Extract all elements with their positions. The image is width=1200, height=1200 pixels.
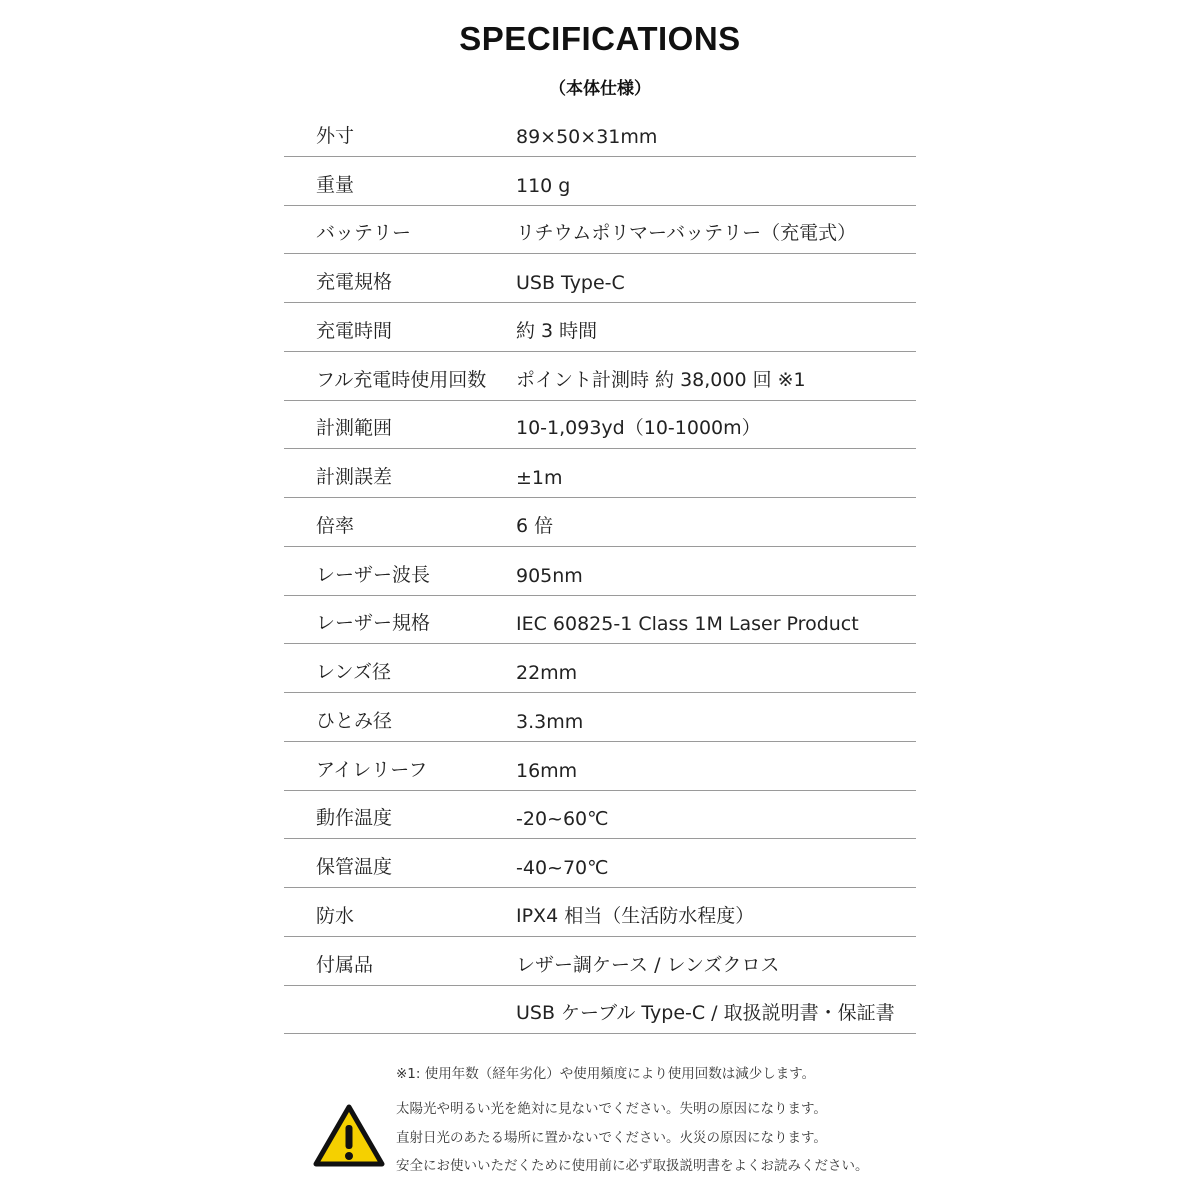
spec-label: バッテリー: [316, 222, 412, 245]
spec-row: [284, 839, 916, 888]
spec-row: [284, 937, 916, 986]
spec-value: IPX4 相当（生活防水程度）: [516, 904, 755, 927]
spec-row: [284, 449, 916, 498]
spec-label: 充電規格: [316, 271, 393, 293]
spec-row: [284, 206, 916, 255]
spec-row: [284, 547, 916, 596]
spec-value: 22mm: [516, 662, 578, 684]
spec-row: [284, 742, 916, 791]
spec-label: 充電時間: [316, 319, 393, 342]
spec-row: [284, 596, 916, 645]
warning-exclamation-bar: [346, 1125, 353, 1149]
spec-value: リチウムポリマーバッテリー（充電式）: [516, 222, 857, 245]
spec-label: アイレリーフ: [316, 758, 428, 781]
spec-row: [284, 888, 916, 937]
spec-row: [284, 352, 916, 401]
spec-label: 倍率: [316, 514, 355, 537]
spec-label: レーザー規格: [316, 612, 431, 635]
spec-value: 905nm: [516, 564, 583, 587]
spec-value: USB Type-C: [516, 272, 625, 294]
spec-row: [284, 644, 916, 693]
footnote: ※1: 使用年数（経年劣化）や使用頻度により使用回数は減少します。: [396, 1066, 816, 1082]
warning-triangle-icon: [313, 1103, 385, 1167]
spec-value: 3.3mm: [516, 710, 584, 733]
spec-label: 外寸: [316, 124, 355, 147]
spec-value: -40~70℃: [516, 857, 609, 879]
warning-list: [396, 1099, 869, 1185]
spec-value: USB ケーブル Type-C / 取扱説明書・保証書: [516, 1002, 895, 1025]
spec-row: [284, 401, 916, 450]
warning-text: 安全にお使いいただくために使用前に必ず取扱説明書をよくお読みください。: [396, 1158, 869, 1174]
spec-value: IEC 60825-1 Class 1M Laser Product: [516, 613, 859, 636]
spec-value: 89×50×31mm: [516, 125, 658, 148]
spec-table: [284, 108, 916, 1034]
spec-label: 計測誤差: [316, 466, 393, 488]
spec-value: ±1m: [516, 467, 563, 489]
spec-value: 6 倍: [516, 514, 554, 537]
warning-text: 太陽光や明るい光を絶対に見ないでください。失明の原因になります。: [396, 1101, 827, 1117]
spec-row: [284, 693, 916, 742]
spec-row: [284, 303, 916, 352]
spec-label: 付属品: [316, 953, 374, 976]
page-subtitle: （本体仕様）: [549, 79, 651, 99]
spec-value: 約 3 時間: [516, 319, 598, 342]
spec-label: フル充電時使用回数: [316, 368, 487, 391]
spec-label: レンズ径: [316, 661, 391, 683]
page-title: SPECIFICATIONS: [459, 20, 741, 57]
spec-value: -20~60℃: [516, 808, 609, 831]
spec-value: ポイント計測時 約 38,000 回 ※1: [516, 368, 806, 391]
spec-row: [284, 986, 916, 1035]
spec-value: 16mm: [516, 759, 578, 782]
spec-value: 110 g: [516, 174, 571, 197]
spec-row: [284, 498, 916, 547]
spec-label: 重量: [316, 173, 355, 196]
spec-label: レーザー波長: [316, 563, 431, 586]
spec-label: ひとみ径: [316, 709, 393, 732]
spec-label: 計測範囲: [316, 417, 393, 440]
spec-row: [284, 254, 916, 303]
spec-value: レザー調ケース / レンズクロス: [516, 953, 780, 976]
spec-row: [284, 791, 916, 840]
spec-label: 動作温度: [316, 807, 393, 830]
spec-row: [284, 108, 916, 157]
spec-label: 保管温度: [316, 856, 393, 878]
spec-label: 防水: [316, 904, 355, 927]
spec-row: [284, 157, 916, 206]
warning-exclamation-dot: [345, 1152, 353, 1160]
spec-value: 10-1,093yd（10-1000m）: [516, 417, 761, 440]
warning-text: 直射日光のあたる場所に置かないでください。火災の原因になります。: [396, 1129, 827, 1146]
